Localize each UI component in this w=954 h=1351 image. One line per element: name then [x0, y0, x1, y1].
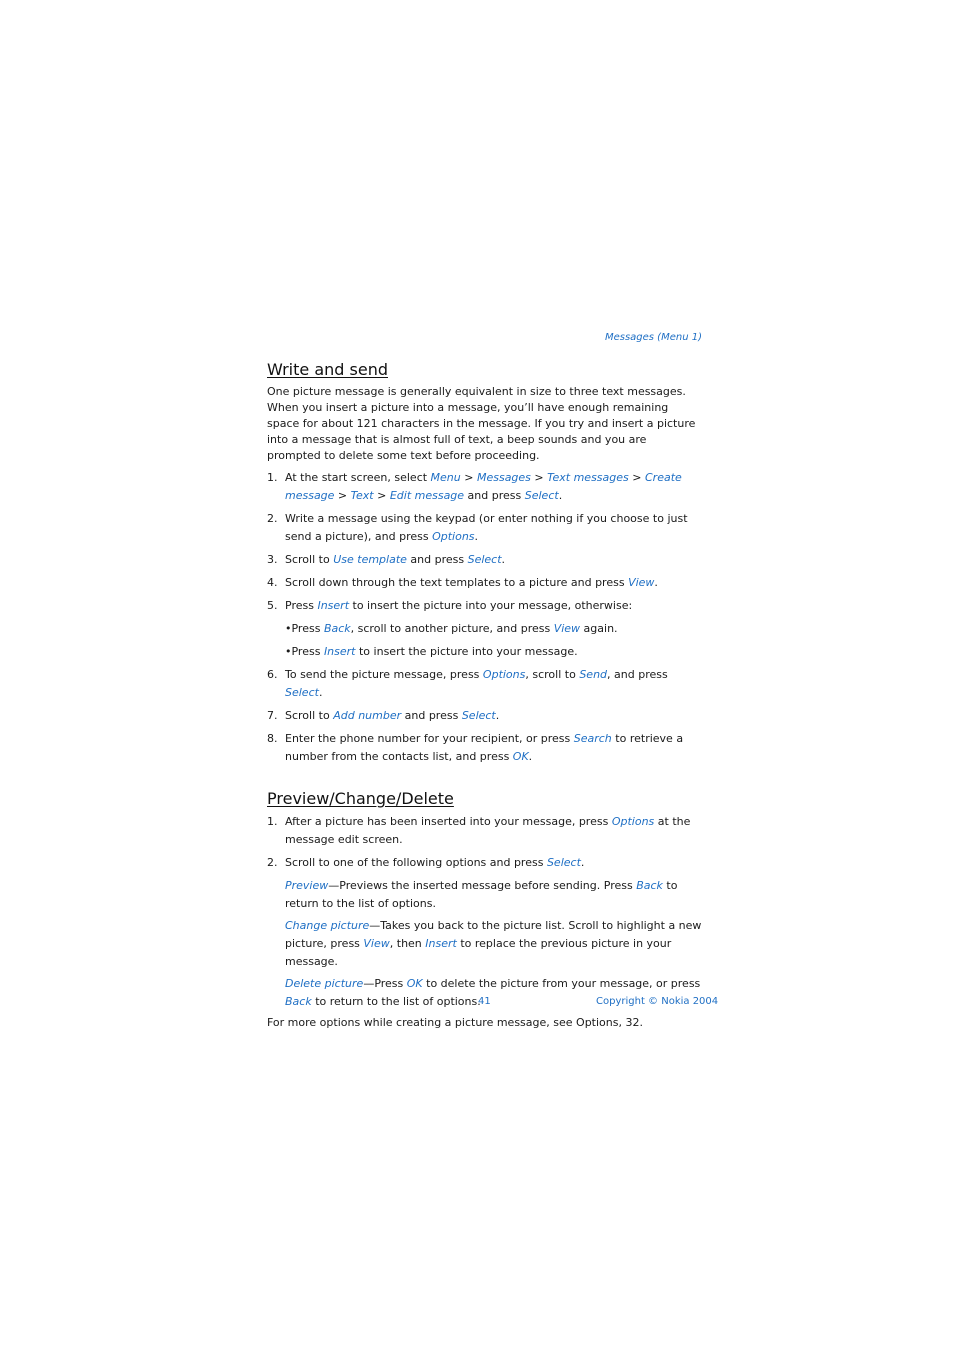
step-text: .: [318, 686, 323, 699]
options-link: Options: [432, 530, 475, 543]
step-number: 4.: [267, 576, 278, 589]
search-link: Search: [573, 732, 612, 745]
step-5-bullet-back: [267, 620, 703, 638]
step-text: .: [528, 750, 533, 763]
step-number: 6.: [267, 668, 278, 681]
step-text: and press: [464, 489, 525, 502]
step-text: .: [654, 576, 658, 589]
step-text: >: [460, 471, 477, 484]
step-text: •Press: [285, 645, 324, 658]
step-text: , scroll to: [525, 668, 580, 681]
option-text: —Press: [363, 977, 407, 990]
step-text: to insert the picture into your message.: [355, 645, 578, 658]
step-text: >: [334, 489, 351, 502]
step-5: [267, 597, 703, 615]
messages-link: Messages: [476, 471, 531, 484]
insert-link: Insert: [425, 937, 457, 950]
step-8: [267, 730, 703, 766]
step-text: To send the picture message, press: [285, 668, 483, 681]
send-link: Send: [579, 668, 608, 681]
step-number: 3.: [267, 553, 278, 566]
step-3: [267, 551, 703, 569]
step-number: 1.: [267, 471, 278, 484]
step-2: [267, 510, 703, 546]
step-text: .: [501, 553, 506, 566]
use-template-link: Use template: [333, 553, 407, 566]
option-change-picture: [267, 917, 703, 971]
closing-paragraph: For more options while creating a picture message, see Options, 32.: [267, 1016, 643, 1029]
change-picture-link: Change picture: [285, 919, 370, 932]
step-1: [267, 469, 703, 505]
step-number: 7.: [267, 709, 278, 722]
step-text: .: [495, 709, 500, 722]
step-text: >: [628, 471, 645, 484]
insert-link: Insert: [317, 599, 350, 612]
step-text: at the message edit screen.: [285, 815, 691, 846]
step-number: 8.: [267, 732, 278, 745]
step-number: 1.: [267, 815, 278, 828]
text-link: Text: [350, 489, 374, 502]
view-link: View: [553, 622, 581, 635]
select-link: Select: [467, 553, 502, 566]
step-text: Write a message using the keypad (or enter nothing if you choose to just send a picture), and press: [285, 512, 688, 543]
option-text: to return to the list of options.: [285, 879, 678, 910]
back-link: Back: [636, 879, 663, 892]
step-text: .: [474, 530, 479, 543]
step-text: At the start screen, select: [285, 471, 431, 484]
step-text: to retrieve a number from the contacts list, and press: [285, 732, 684, 763]
select-link: Select: [546, 856, 581, 869]
step-5-bullet-insert: [267, 643, 703, 661]
step-text: and press: [406, 553, 468, 566]
ok-link: OK: [512, 750, 529, 763]
step-text: Enter the phone number for your recipient, or press: [285, 732, 574, 745]
section-title-write-and-send: Write and send: [267, 360, 388, 379]
options-link: Options: [611, 815, 655, 828]
step-text: , scroll to another picture, and press: [350, 622, 554, 635]
step-text: and press: [401, 709, 462, 722]
section-title-preview-change-delete: Preview/Change/Delete: [267, 789, 454, 808]
view-link: View: [628, 576, 655, 589]
option-text: to return to the list of options.: [311, 995, 481, 1008]
step-6: [267, 666, 703, 702]
step-text: , and press: [607, 668, 668, 681]
step-text: Scroll to one of the following options and press: [285, 856, 547, 869]
step-text: •Press: [285, 622, 324, 635]
step-text: Scroll down through the text templates to a picture and press: [285, 576, 629, 589]
option-text: —Previews the inserted message before sending. Press: [328, 879, 637, 892]
option-text: —Takes you back to the picture list. Scroll to highlight a new picture, press: [285, 919, 702, 950]
preview-link: Preview: [285, 879, 329, 892]
step-7: [267, 707, 703, 725]
back-link: Back: [285, 995, 312, 1008]
running-header: Messages (Menu 1): [604, 332, 702, 343]
view-link: View: [363, 937, 390, 950]
step-2: [267, 854, 703, 872]
step-number: 2.: [267, 512, 278, 525]
ok-link: OK: [406, 977, 423, 990]
page-content: [267, 360, 703, 1031]
select-link: Select: [285, 686, 319, 699]
option-text: , then: [389, 937, 426, 950]
step-text: .: [558, 489, 563, 502]
option-preview: [267, 877, 703, 913]
page-number: 41: [478, 996, 491, 1007]
edit-message-link: Edit message: [389, 489, 465, 502]
step-1: [267, 813, 703, 849]
option-text: to delete the picture from your message, or press: [422, 977, 701, 990]
write-send-steps: [267, 469, 703, 766]
select-link: Select: [524, 489, 559, 502]
preview-steps: [267, 813, 703, 872]
back-link: Back: [323, 622, 351, 635]
step-text: .: [580, 856, 585, 869]
step-text: to insert the picture into your message, otherwise:: [349, 599, 633, 612]
menu-link: Menu: [430, 471, 461, 484]
select-link: Select: [461, 709, 496, 722]
add-number-link: Add number: [333, 709, 402, 722]
insert-link: Insert: [323, 645, 356, 658]
text-messages-link: Text messages: [547, 471, 629, 484]
step-text: Scroll to: [285, 709, 334, 722]
step-text: After a picture has been inserted into your message, press: [285, 815, 612, 828]
step-text: >: [373, 489, 390, 502]
step-number: 5.: [267, 599, 278, 612]
step-text: again.: [580, 622, 618, 635]
option-text: to replace the previous picture in your message.: [285, 937, 672, 968]
intro-paragraph: One picture message is generally equivalent in size to three text messages. When you insert a picture into a message, you’ll have enough remaining space for about 121 characters in the message. If you try and insert a picture into a message that is almost full of text, a beep sounds and you are prompted to delete some text before proceeding.: [267, 385, 696, 462]
step-text: >: [530, 471, 548, 484]
create-message-link: Create message: [285, 471, 682, 502]
delete-picture-link: Delete picture: [285, 977, 364, 990]
step-text: Press: [285, 599, 318, 612]
step-number: 2.: [267, 856, 278, 869]
copyright-notice: Copyright © Nokia 2004: [596, 996, 719, 1007]
step-text: Scroll to: [285, 553, 334, 566]
step-4: [267, 574, 703, 592]
options-link: Options: [482, 668, 526, 681]
